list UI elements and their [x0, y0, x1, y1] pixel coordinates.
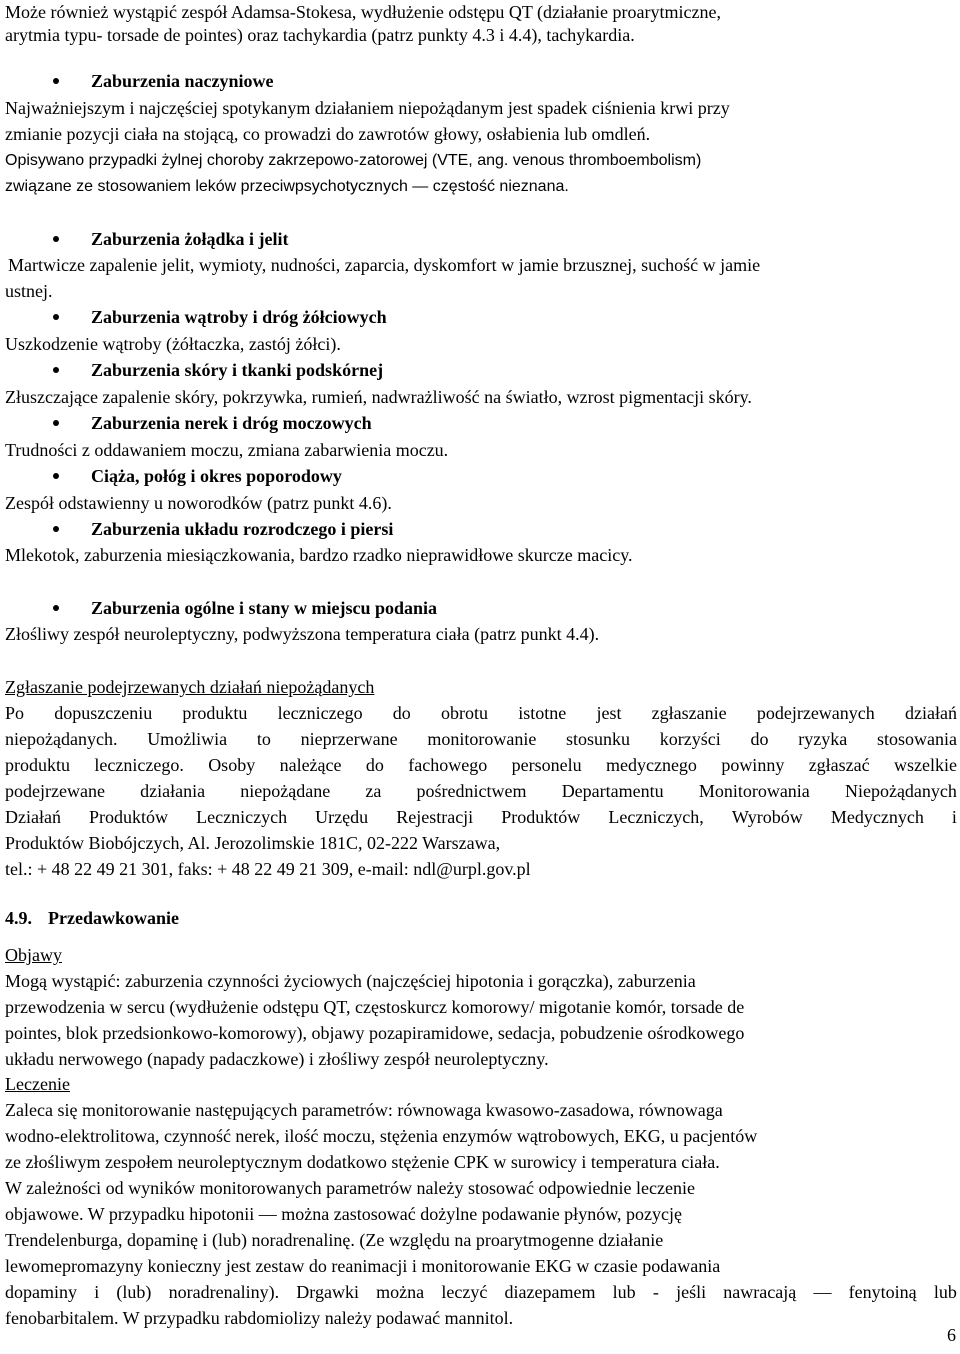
section-title: Przedawkowanie — [48, 908, 179, 928]
bullet-icon — [53, 526, 59, 532]
text-line: Martwicze zapalenie jelit, wymioty, nudności, zaparcia, dyskomfort w jamie brzusznej, suchość w jamie — [8, 255, 761, 275]
section-number: 4.9. — [5, 908, 32, 928]
text-line: W zależności od wyników monitorowanych parametrów należy stosować odpowiednie leczenie — [5, 1178, 695, 1198]
text-line: Złuszczające zapalenie skóry, pokrzywka, rumień, nadwrażliwość na światło, wzrost pigmentacji skóry. — [5, 387, 752, 407]
word: do — [750, 729, 769, 749]
word: Drgawki — [296, 1282, 359, 1302]
word: do — [392, 703, 411, 723]
word: lub — [612, 1282, 636, 1302]
section-heading: Zaburzenia naczyniowe — [91, 71, 274, 91]
word: zgłaszać — [808, 755, 870, 775]
text-line — [5, 1279, 957, 1305]
text-line: Mogą wystąpić: zaburzenia czynności życiowych (najczęściej hipotonia i gorączka), zaburzenia — [5, 971, 696, 991]
text-line: Trendelenburga, dopaminę i (lub) noradrenalinę. (Ze względu na proarytmogenne działanie — [5, 1230, 664, 1250]
word: Niepożądanych — [844, 781, 957, 801]
word: Monitorowania — [698, 781, 810, 801]
word: Po — [5, 703, 25, 723]
section-heading: Zaburzenia nerek i dróg moczowych — [91, 413, 372, 433]
word: Rejestracji — [396, 807, 474, 827]
word: diazepamem — [504, 1282, 596, 1302]
word: Urzędu — [315, 807, 369, 827]
text-line: Zaleca się monitorowanie następujących parametrów: równowaga kwasowo-zasadowa, równowaga — [5, 1100, 723, 1120]
text-line: ze złośliwym zespołem neuroleptycznym dodatkowo stężenie CPK w surowicy i temperatura ciała. — [5, 1152, 720, 1172]
word: dopaminy — [5, 1282, 77, 1302]
word: noradrenaliny). — [168, 1282, 280, 1302]
word: personelu — [511, 755, 582, 775]
word: obrotu — [441, 703, 489, 723]
text-line: zmianie pozycji ciała na stojącą, co prowadzi do zawrotów głowy, osłabienia lub omdleń. — [5, 124, 651, 144]
text-line: Trudności z oddawaniem moczu, zmiana zabarwienia moczu. — [5, 440, 449, 460]
word: Wyrobów — [731, 807, 803, 827]
word: lub — [933, 1282, 957, 1302]
section-heading: Zaburzenia wątroby i dróg żółciowych — [91, 307, 387, 327]
word: nawracają — [723, 1282, 797, 1302]
word: leczyć — [441, 1282, 488, 1302]
word: jest — [596, 703, 622, 723]
text-line — [5, 700, 957, 726]
word: Działań — [5, 807, 61, 827]
text-line — [5, 726, 957, 752]
word: powinny — [721, 755, 785, 775]
word: dopuszczeniu — [54, 703, 153, 723]
word: wszelkie — [894, 755, 957, 775]
text-line: objawowe. W przypadku hipotonii — można zastosować dożylne podawanie płynów, pozycję — [5, 1204, 682, 1224]
treatment-heading: Leczenie — [5, 1074, 70, 1094]
word: i — [951, 807, 957, 827]
text-line: Mlekotok, zaburzenia miesiączkowania, bardzo rzadko nieprawidłowe skurcze macicy. — [5, 545, 633, 565]
word: zgłaszanie — [651, 703, 727, 723]
text-line — [5, 752, 957, 778]
bullet-icon — [53, 367, 59, 373]
word: niepożądanych. — [5, 729, 118, 749]
word: działania — [140, 781, 206, 801]
word: istotne — [518, 703, 567, 723]
text-line: Złośliwy zespół neuroleptyczny, podwyższona temperatura ciała (patrz punkt 4.4). — [5, 624, 600, 644]
text-line: związane ze stosowaniem leków przeciwpsychotycznych — częstość nieznana. — [5, 178, 569, 195]
word: Medycznych — [830, 807, 924, 827]
section-heading: Zaburzenia skóry i tkanki podskórnej — [91, 360, 384, 380]
word: należące — [279, 755, 342, 775]
word: można — [376, 1282, 425, 1302]
text-line — [5, 778, 957, 804]
word: monitorowanie — [427, 729, 537, 749]
word: Umożliwia — [147, 729, 228, 749]
word: stosunku — [566, 729, 631, 749]
text-line: Opisywano przypadki żylnej choroby zakrzepowo-zatorowej (VTE, ang. venous thromboembolism) — [5, 152, 702, 169]
word: Produktów — [501, 807, 581, 827]
word: Leczniczych, — [608, 807, 704, 827]
text-line: lewomepromazyny konieczny jest zestaw do reanimacji i monitorowanie EKG w czasie podawania — [5, 1256, 721, 1276]
text-line: wodno-elektrolitowa, czynność nerek, ilość moczu, stężenia enzymów wątrobowych, EKG, u pacjentów — [5, 1126, 758, 1146]
word: i — [94, 1282, 100, 1302]
bullet-icon — [53, 236, 59, 242]
word: stosowania — [876, 729, 957, 749]
word: podejrzewane — [5, 781, 105, 801]
text-line: Zespół odstawienny u noworodków (patrz punkt 4.6). — [5, 493, 392, 513]
text-line: Najważniejszym i najczęściej spotykanym działaniem niepożądanym jest spadek ciśnienia krwi przy — [5, 98, 730, 118]
word: podejrzewanych — [756, 703, 875, 723]
word: (lub) — [116, 1282, 152, 1302]
symptoms-heading: Objawy — [5, 945, 62, 965]
word: ryzyka — [798, 729, 848, 749]
word: to — [256, 729, 271, 749]
word: produktu — [5, 755, 70, 775]
word: korzyści — [659, 729, 721, 749]
word: — — [813, 1282, 832, 1302]
word: leczniczego. — [94, 755, 184, 775]
word: Departamentu — [561, 781, 664, 801]
text-line: Produktów Biobójczych, Al. Jerozolimskie 181C, 02-222 Warszawa, — [5, 833, 501, 853]
word: fachowego — [408, 755, 488, 775]
text-line: przewodzenia w sercu (wydłużenie odstępu QT, częstoskurcz komorowy/ migotanie komór, torsade de — [5, 997, 745, 1017]
word: jeśli — [676, 1282, 707, 1302]
text-line: Może również wystąpić zespół Adamsa-Stokesa, wydłużenie odstępu QT (działanie proarytmiczne, — [5, 2, 721, 22]
word: do — [365, 755, 384, 775]
bullet-icon — [53, 78, 59, 84]
word: - — [652, 1282, 659, 1302]
word: nieprzerwane — [300, 729, 398, 749]
word: pośrednictwem — [416, 781, 527, 801]
page-number: 6 — [947, 1325, 956, 1345]
section-heading: Zaburzenia żołądka i jelit — [91, 229, 289, 249]
word: medycznego — [605, 755, 697, 775]
section-heading: Zaburzenia układu rozrodczego i piersi — [91, 519, 394, 539]
bullet-icon — [53, 473, 59, 479]
text-line: tel.: + 48 22 49 21 301, faks: + 48 22 49 21 309, e-mail: ndl@urpl.gov.pl — [5, 859, 531, 879]
text-line: Uszkodzenie wątroby (żółtaczka, zastój żółci). — [5, 334, 341, 354]
text-line: arytmia typu- torsade de pointes) oraz tachykardia (patrz punkty 4.3 i 4.4), tachykardia. — [5, 25, 635, 45]
word: Leczniczych — [196, 807, 288, 827]
word: leczniczego — [277, 703, 363, 723]
word: fenytoiną — [848, 1282, 917, 1302]
word: Produktów — [89, 807, 169, 827]
bullet-icon — [53, 420, 59, 426]
text-line — [5, 804, 957, 830]
text-line: układu nerwowego (napady padaczkowe) i złośliwy zespół neuroleptyczny. — [5, 1049, 549, 1069]
word: Osoby — [208, 755, 256, 775]
text-line: pointes, blok przedsionkowo-komorowy), objawy pozapiramidowe, sedacja, pobudzenie ośrodkowego — [5, 1023, 745, 1043]
word: działań — [905, 703, 957, 723]
word: niepożądane — [240, 781, 331, 801]
bullet-icon — [53, 605, 59, 611]
word: produktu — [182, 703, 248, 723]
section-heading: Zaburzenia ogólne i stany w miejscu podania — [91, 598, 438, 618]
bullet-icon — [53, 314, 59, 320]
section-heading: Ciąża, połóg i okres poporodowy — [91, 466, 342, 486]
reporting-heading: Zgłaszanie podejrzewanych działań niepożądanych — [5, 677, 375, 697]
word: za — [365, 781, 382, 801]
text-line: fenobarbitalem. W przypadku rabdomiolizy należy podawać mannitol. — [5, 1308, 514, 1328]
text-line: ustnej. — [5, 281, 53, 301]
